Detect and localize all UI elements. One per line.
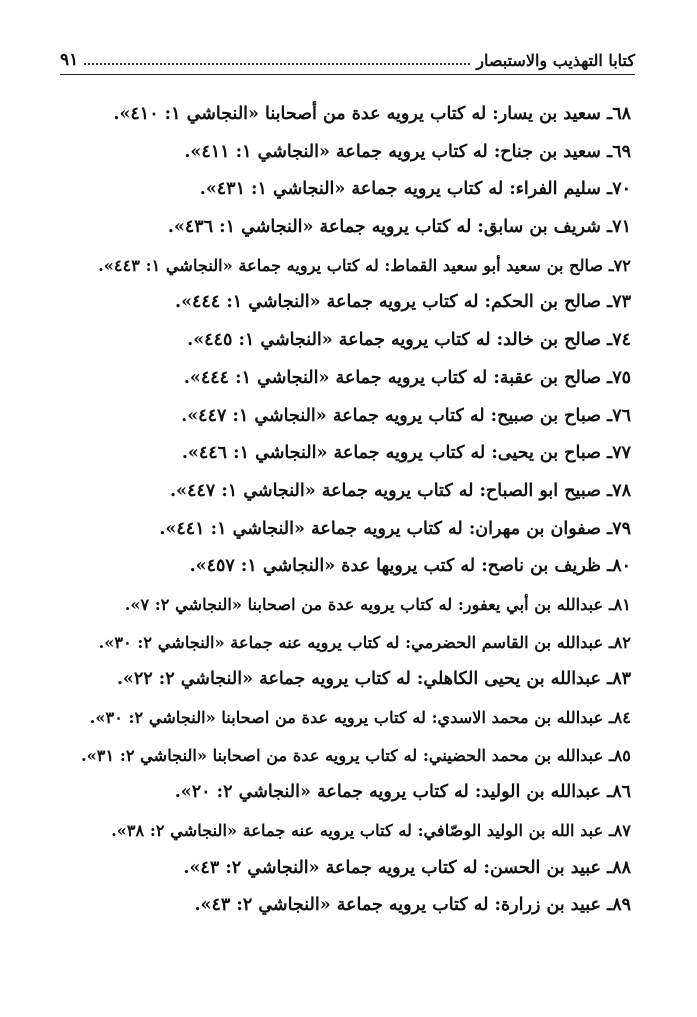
- list-item: ٧١ـ شريف بن سابق: له كتاب يرويه جماعة «النجاشي ١: ٤٣٦».: [167, 217, 631, 238]
- list-item: ٦٨ـ سعيد بن يسار: له كتاب يرويه عدة من أصحابنا «النجاشي ١: ٤١٠».: [113, 104, 631, 124]
- list-item: ٦٩ـ سعيد بن جناح: له كتاب يرويه جماعة «النجاشي ١: ٤١١».: [184, 141, 631, 162]
- book-title: كتابا التهذيب والاستبصار: [476, 51, 635, 70]
- list-item: ٧٨ـ صبيح ابو الصباح: له كتاب يرويه جماعة «النجاشي ١: ٤٤٧».: [170, 480, 631, 501]
- list-item: ٧٩ـ صفوان بن مهران: له كتاب يرويه جماعة «النجاشي ١: ٤٤١».: [159, 518, 631, 539]
- list-item: ٨٣ـ عبدالله بن يحيى الكاهلي: له كتاب يرويه جماعة «النجاشي ٢: ٢٢».: [116, 669, 631, 690]
- list-item: ٨٠ـ ظريف بن ناصح: له كتب يرويها عدة «النجاشي ١: ٤٥٧».: [189, 556, 631, 577]
- narrator-list: [60, 96, 631, 925]
- list-item: ٧٠ـ سليم الفراء: له كتاب يرويه جماعة «النجاشي ١: ٤٣١».: [199, 179, 631, 200]
- list-item: ٨٦ـ عبدالله بن الوليد: له كتاب يرويه جماعة «النجاشي ٢: ٢٠».: [174, 782, 631, 803]
- running-header: [60, 44, 635, 75]
- list-item: ٨٩ـ عبيد بن زرارة: له كتاب يرويه جماعة «النجاشي ٢: ٤٣».: [194, 895, 631, 916]
- list-item: ٨٢ـ عبدالله بن القاسم الحضرمي: له كتاب يرويه عنه جماعة «النجاشي ٢: ٣٠».: [98, 632, 631, 652]
- list-item: ٧٤ـ صالح بن خالد: له كتاب يرويه جماعة «النجاشي ١: ٤٤٥».: [187, 330, 631, 351]
- list-item: ٧٦ـ صباح بن صبيح: له كتاب يرويه جماعة «النجاشي ١: ٤٤٧».: [181, 405, 631, 426]
- list-item: ٨١ـ عبدالله بن أبي يعفور: له كتاب يرويه عدة من اصحابنا «النجاشي ٢: ٧».: [124, 594, 631, 614]
- list-item: ٨٥ـ عبدالله بن محمد الحضيني: له كتاب يرويه عدة من اصحابنا «النجاشي ٢: ٣١».: [81, 745, 631, 765]
- list-item: ٧٥ـ صالح بن عقبة: له كتاب يرويه جماعة «النجاشي ١: ٤٤٤».: [183, 367, 631, 388]
- list-item: ٨٧ـ عبد الله بن الوليد الوصّافي: له كتاب يرويه عنه جماعة «النجاشي ٢: ٣٨».: [111, 821, 631, 841]
- dot-leader: [84, 63, 470, 65]
- list-item: ٨٤ـ عبدالله بن محمد الاسدي: له كتاب يرويه عدة من اصحابنا «النجاشي ٢: ٣٠».: [89, 708, 631, 727]
- list-item: ٧٣ـ صالح بن الحكم: له كتاب يرويه جماعة «النجاشي ١: ٤٤٤».: [175, 292, 631, 313]
- list-item: ٧٧ـ صباح بن يحيى: له كتاب يرويه جماعة «النجاشي ١: ٤٤٦».: [181, 443, 631, 464]
- list-item: ٨٨ـ عبيد بن الحسن: له كتاب يرويه جماعة «النجاشي ٢: ٤٣».: [183, 857, 631, 878]
- page-number: ٩١: [60, 50, 79, 70]
- list-item: ٧٢ـ صالح بن سعيد أبو سعيد القماط: له كتاب يرويه جماعة «النجاشي ١: ٤٤٣».: [98, 255, 631, 275]
